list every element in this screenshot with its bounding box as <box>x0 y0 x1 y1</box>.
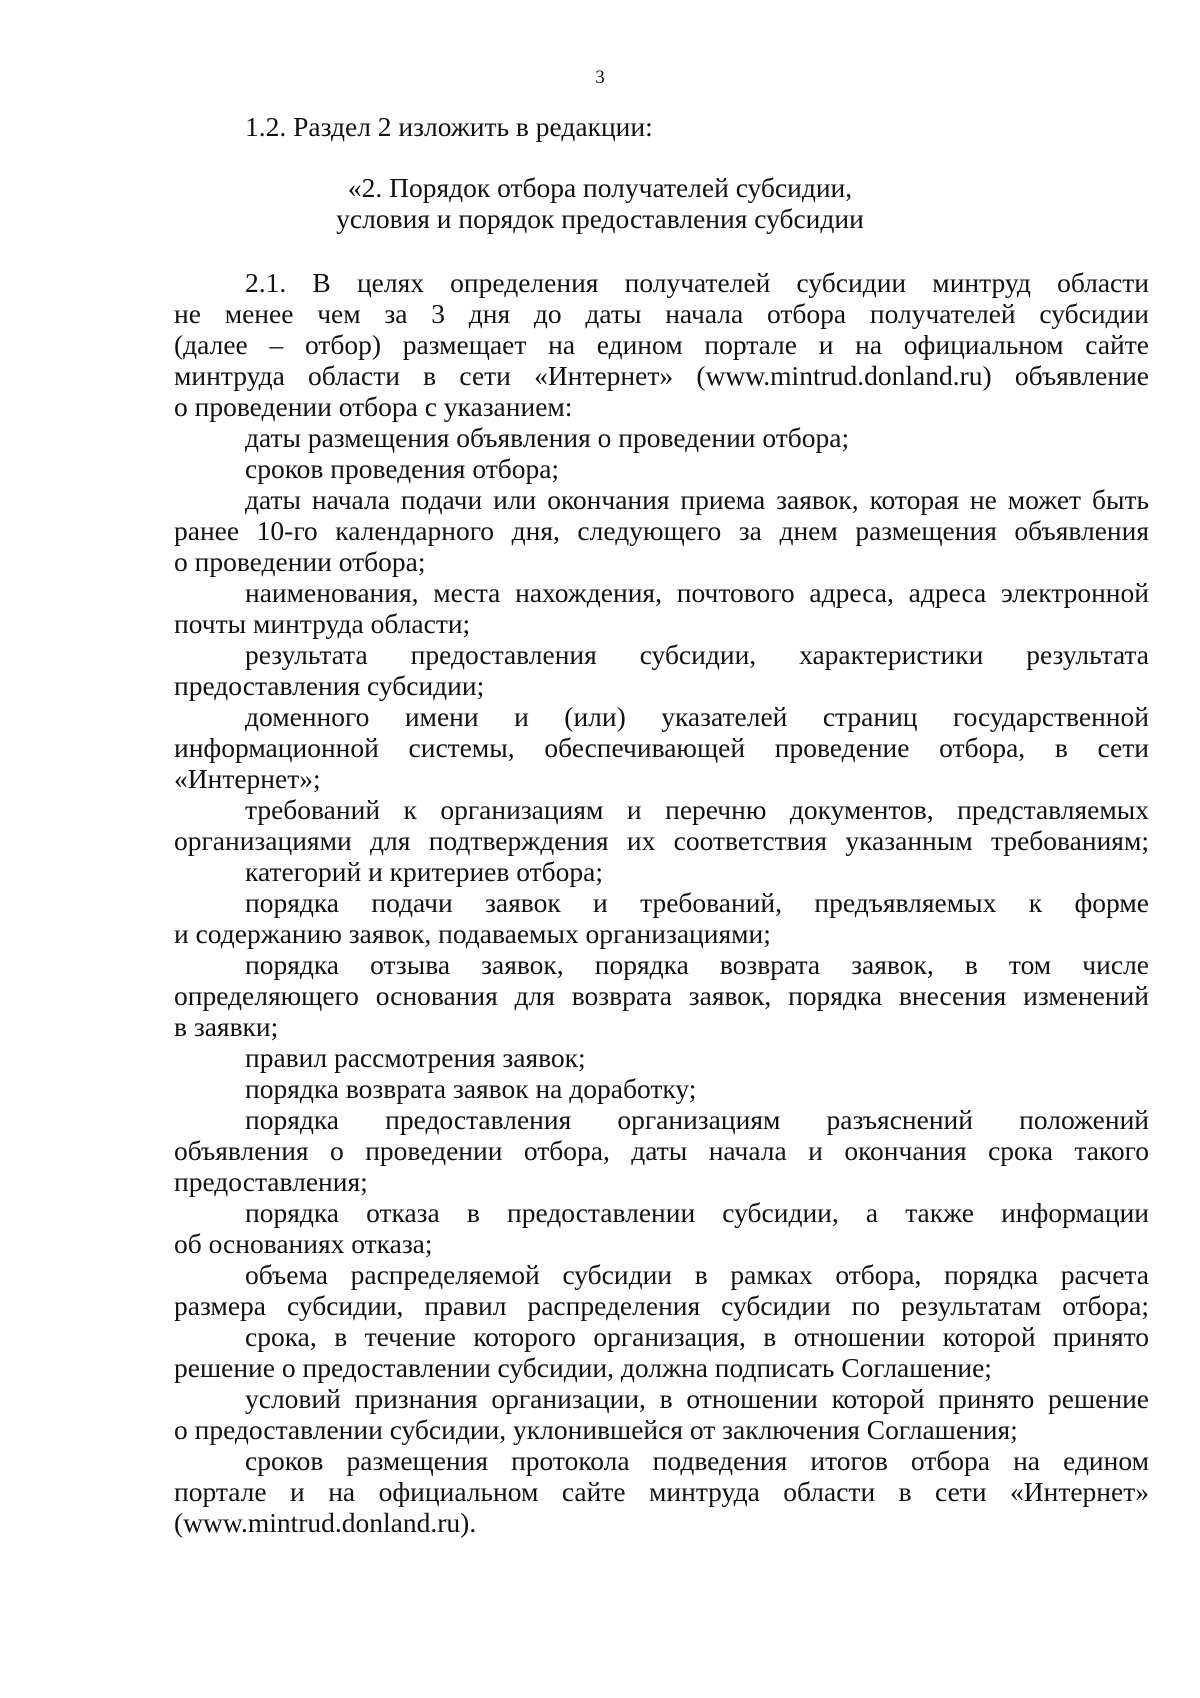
list-item-line: «Интернет»; <box>174 763 321 794</box>
list-item-line: о проведении отбора; <box>174 546 426 577</box>
paragraph-line: минтруда области в сети «Интернет» (www.mintrud.donland.ru) объявление <box>174 360 1149 391</box>
list-item-line: условий признания организации, в отношении которой принято решение <box>245 1383 1149 1414</box>
list-item-line: размера субсидии, правил распределения субсидии по результатам отбора; <box>174 1290 1149 1321</box>
list-item-line: сроков размещения протокола подведения итогов отбора на едином <box>245 1445 1149 1476</box>
list-item-line: даты начала подачи или окончания приема заявок, которая не может быть <box>245 484 1149 515</box>
list-item-line: почты минтруда области; <box>174 608 471 639</box>
list-item-line: предоставления субсидии; <box>174 670 485 701</box>
list-item-line: об основаниях отказа; <box>174 1228 433 1259</box>
list-item-line: ранее 10-го календарного дня, следующего за днем размещения объявления <box>174 515 1149 546</box>
paragraph-line: 2.1. В целях определения получателей субсидии минтруд области <box>245 267 1149 298</box>
list-item-line: даты размещения объявления о проведении отбора; <box>245 422 850 453</box>
list-item-line: определяющего основания для возврата заявок, порядка внесения изменений <box>174 980 1149 1011</box>
list-item-line: доменного имени и (или) указателей страниц государственной <box>245 701 1149 732</box>
list-item-line: информационной системы, обеспечивающей проведение отбора, в сети <box>174 732 1149 763</box>
list-item-line: порядка возврата заявок на доработку; <box>245 1073 697 1104</box>
paragraph-line: не менее чем за 3 дня до даты начала отбора получателей субсидии <box>174 298 1149 329</box>
list-item-line: срока, в течение которого организация, в отношении которой принято <box>245 1321 1149 1352</box>
list-item-line: категорий и критериев отбора; <box>245 856 603 887</box>
paragraph-line: о проведении отбора с указанием: <box>174 391 573 422</box>
list-item-line: портале и на официальном сайте минтруда области в сети «Интернет» <box>174 1476 1149 1507</box>
list-item-line: порядка отказа в предоставлении субсидии, а также информации <box>245 1197 1149 1228</box>
list-item-line: результата предоставления субсидии, характеристики результата <box>245 639 1149 670</box>
list-item-line: порядка отзыва заявок, порядка возврата заявок, в том числе <box>245 949 1149 980</box>
list-item-line: о предоставлении субсидии, уклонившейся от заключения Соглашения; <box>174 1414 1018 1445</box>
list-item-line: организациями для подтверждения их соответствия указанным требованиям; <box>174 825 1149 856</box>
page-number: 3 <box>595 67 605 88</box>
section-heading-line-2: условия и порядок предоставления субсидии <box>336 203 864 234</box>
list-item-line: требований к организациям и перечню документов, представляемых <box>245 794 1149 825</box>
list-item-line: порядка подачи заявок и требований, предъявляемых к форме <box>245 887 1149 918</box>
list-item-line: объема распределяемой субсидии в рамках отбора, порядка расчета <box>245 1259 1149 1290</box>
list-item-line: наименования, места нахождения, почтового адреса, адреса электронной <box>245 577 1149 608</box>
section-intro: 1.2. Раздел 2 изложить в редакции: <box>245 111 653 142</box>
list-item-line: и содержанию заявок, подаваемых организациями; <box>174 918 771 949</box>
list-item-line: в заявки; <box>174 1011 279 1042</box>
list-item-line: объявления о проведении отбора, даты начала и окончания срока такого <box>174 1135 1149 1166</box>
list-item-line: предоставления; <box>174 1166 368 1197</box>
paragraph-line: (далее – отбор) размещает на едином портале и на официальном сайте <box>174 329 1149 360</box>
list-item-line: порядка предоставления организациям разъяснений положений <box>245 1104 1149 1135</box>
section-heading-line-1: «2. Порядок отбора получателей субсидии, <box>347 172 853 203</box>
list-item-line: правил рассмотрения заявок; <box>245 1042 586 1073</box>
list-item-line: (www.mintrud.donland.ru). <box>174 1507 477 1538</box>
list-item-line: решение о предоставлении субсидии, должна подписать Соглашение; <box>174 1352 992 1383</box>
list-item-line: сроков проведения отбора; <box>245 453 560 484</box>
